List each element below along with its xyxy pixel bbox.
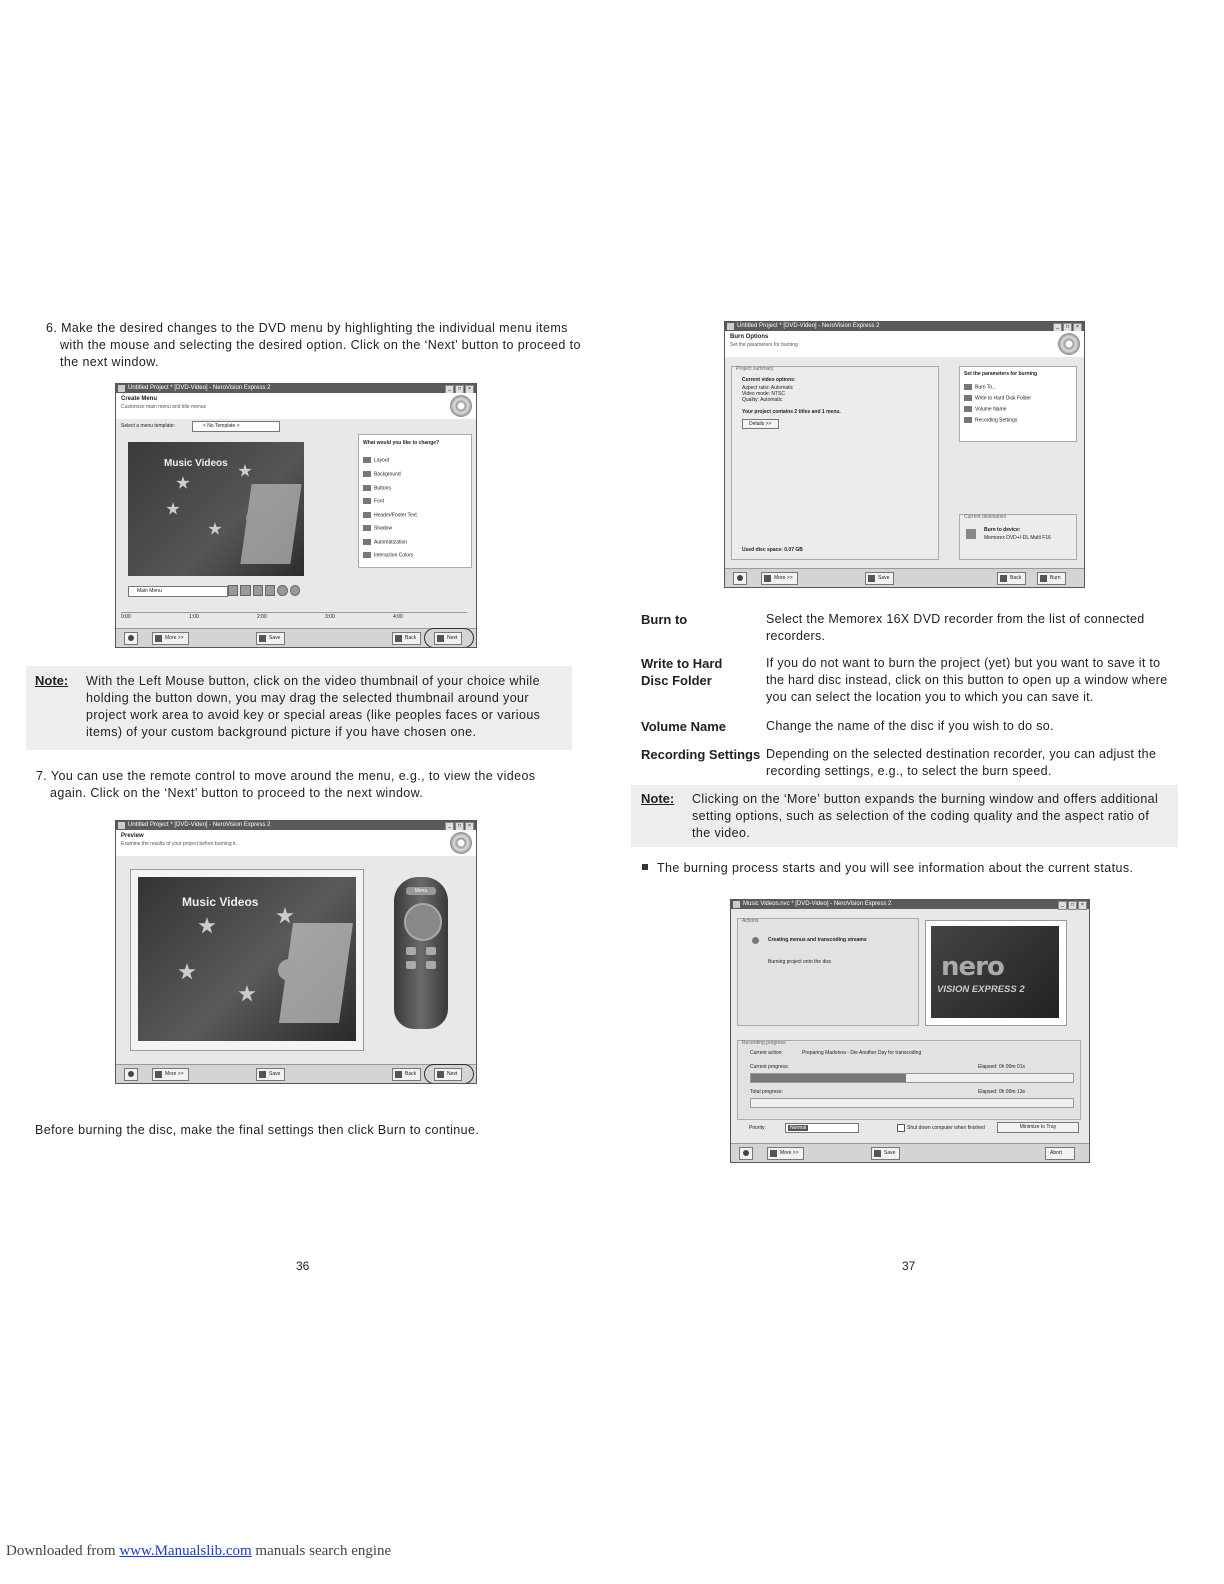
nero-logo-panel <box>925 920 1067 1026</box>
progress-label: Recording progress <box>742 1040 786 1046</box>
next-button[interactable]: Next <box>434 1068 462 1081</box>
priority-select[interactable]: Normal <box>785 1123 859 1133</box>
disc-space: Used disc space: 0.07 GB <box>742 547 803 553</box>
footer-suffix: manuals search engine <box>255 1543 392 1559</box>
help-button[interactable] <box>124 1068 138 1081</box>
burning-status-text: The burning process starts and you will see information about the current status. <box>657 861 1134 875</box>
action-2: Burning project onto the disc <box>768 959 832 965</box>
burn-button[interactable]: Burn <box>1037 572 1066 585</box>
burn-parameters-panel <box>959 366 1077 442</box>
window-title: Untitled Project * [DVD-Video] - NeroVision Express 2 <box>128 385 271 391</box>
toolbar-icon[interactable] <box>265 585 275 596</box>
total-progress-bar <box>750 1098 1074 1108</box>
current-destination-panel <box>959 514 1077 560</box>
option-buttons[interactable]: Buttons <box>363 485 391 491</box>
star-shape <box>208 522 222 536</box>
progress-indicator-icon <box>752 937 759 944</box>
disc-icon <box>450 832 472 854</box>
star-shape <box>238 985 256 1003</box>
help-button[interactable] <box>733 572 747 585</box>
microphone-image <box>278 959 300 981</box>
minimize-to-tray-button[interactable]: Minimize to Tray <box>997 1122 1079 1133</box>
remote-button[interactable] <box>426 961 436 969</box>
actions-panel <box>737 918 919 1026</box>
project-contains: Your project contains 2 titles and 1 menu. <box>742 409 841 415</box>
nero-logo-text: nero <box>941 952 1004 982</box>
next-highlight-circle <box>424 1064 474 1084</box>
option-interaction-colors[interactable]: Interaction Colors <box>363 552 413 558</box>
remote-dpad[interactable] <box>404 903 442 941</box>
note-label: Note: <box>35 673 69 688</box>
details-button[interactable]: Details >> <box>742 419 779 429</box>
back-button[interactable]: Back <box>392 1068 421 1081</box>
screen-header: Create Menu <box>121 396 158 402</box>
preview-screenshot: Untitled Project * [DVD-Video] - NeroVision Express 2 _ □ × Preview Examine the results of your project before burning it. Music Videos Menu More >> Save Back Next <box>115 820 477 1084</box>
option-background[interactable]: Background <box>363 471 401 477</box>
shutdown-label: Shut down computer when finished <box>907 1125 985 1131</box>
help-button[interactable] <box>739 1147 753 1160</box>
note-label: Note: <box>641 791 675 806</box>
template-select[interactable]: < No Template > <box>192 421 280 432</box>
note-box-left <box>26 666 572 750</box>
star-shape <box>198 917 216 935</box>
toolbar-icon[interactable] <box>240 585 250 596</box>
burning-screenshot: Music Videos.nvc * [DVD-Video] - NeroVision Express 2 _ □ × Actions Creating menus and transcoding streams Burning project onto the disc nero VISION EXPRESS 2 Recording progress Current action: Preparing Madonna - Die Another Day for transcoding Current progress: Elapsed: 0h 00m 01s Total progress: Elapsed: 0h 00m 13s Priority: Normal Shut down computer when finished Minimize to Tray More >> Save Abort <box>730 899 1090 1163</box>
save-button[interactable]: Save <box>865 572 894 585</box>
elapsed-total: Elapsed: 0h 00m 13s <box>978 1089 1025 1095</box>
help-button[interactable] <box>124 632 138 645</box>
term-burn-to: Burn to <box>641 612 688 627</box>
elapsed-current: Elapsed: 0h 00m 01s <box>978 1064 1025 1070</box>
disc-icon <box>1058 333 1080 355</box>
options-lines: Aspect ratio: Automatic Video mode: NTSC Quality: Automatic <box>742 385 794 403</box>
option-header-footer[interactable]: Header/Footer Text <box>363 512 417 518</box>
create-menu-screenshot: Untitled Project * [DVD-Video] - NeroVision Express 2 _ □ × Create Menu Customize main menu and title menus Select a menu template: < No Template > Music Videos Main Menu What would you like to change? Layout Background Buttons Font Header/Footer Text Shadow Automatization Interaction Colors 0:00 1:00 2:00 3:00 4:00 More >> Save Back Next <box>115 383 477 648</box>
remote-menu-label: Menu <box>406 887 436 895</box>
star-shape <box>238 464 252 478</box>
screen-subheader: Customize main menu and title menus <box>121 404 207 410</box>
summary-label: Project summary <box>736 366 774 372</box>
term-write-to-hard-disc: Write to Hard Disc Folder <box>641 656 723 688</box>
actions-label: Actions <box>742 918 759 924</box>
current-action-label: Current action: <box>750 1050 783 1056</box>
change-options-panel <box>358 434 472 568</box>
option-font[interactable]: Font <box>363 498 384 504</box>
template-label: Select a menu template: <box>121 423 175 429</box>
microphone-image <box>246 510 262 526</box>
remote-button[interactable] <box>406 961 416 969</box>
current-progress-fill <box>751 1074 906 1082</box>
next-button[interactable]: Next <box>434 632 462 645</box>
step-7-text: 7. You can use the remote control to move around the menu, e.g., to view the videos again. Click on the ‘Next’ button to proceed to the next window. <box>36 769 536 800</box>
star-shape <box>166 502 180 516</box>
toolbar-icon[interactable] <box>290 585 300 596</box>
star-shape <box>178 963 196 981</box>
recording-progress-panel <box>737 1040 1081 1120</box>
menu-toolbar <box>228 585 300 596</box>
window-title: Untitled Project * [DVD-Video] - NeroVision Express 2 <box>128 822 271 828</box>
abort-button[interactable]: Abort <box>1045 1147 1075 1160</box>
panel-title: What would you like to change? <box>363 440 440 446</box>
current-progress-bar <box>750 1073 1074 1083</box>
project-summary-panel <box>731 366 939 560</box>
screen-header: Burn Options <box>730 334 769 340</box>
remote-button[interactable] <box>426 947 436 955</box>
term-volume-name: Volume Name <box>641 719 727 734</box>
disc-icon <box>450 395 472 417</box>
current-action-value: Preparing Madonna - Die Another Day for transcoding <box>802 1050 922 1056</box>
page-number-right: 37 <box>902 1259 916 1273</box>
footer-prefix: Downloaded from <box>6 1543 116 1559</box>
screen-subheader: Set the parameters for burning <box>730 342 798 348</box>
menu-preview[interactable] <box>128 442 304 576</box>
toolbar-icon[interactable] <box>277 585 287 596</box>
desc-volume-name: Change the name of the disc if you wish to do so. <box>766 719 1054 733</box>
screen-subheader: Examine the results of your project before burning it. <box>121 841 237 847</box>
term-recording-settings: Recording Settings <box>641 747 761 762</box>
param-burn-to[interactable]: Burn To... <box>964 384 996 390</box>
desc-recording-settings: Depending on the selected destination recorder, you can adjust the recording settings, e.g., to select the burn speed. <box>766 747 1157 778</box>
current-progress-label: Current progress: <box>750 1064 789 1070</box>
page-number-left: 36 <box>296 1259 310 1273</box>
param-volume-name[interactable]: Volume Name <box>964 406 1006 412</box>
burner-icon <box>966 529 976 539</box>
more-button[interactable]: More >> <box>767 1147 804 1160</box>
star-shape <box>176 476 190 490</box>
desc-write-to-hard-disc: If you do not want to burn the project (yet) but you want to save it to the hard disc instead, click on this button to open up a window where you can select the location you to which you can save it. <box>766 656 1168 704</box>
shutdown-checkbox[interactable] <box>897 1124 905 1132</box>
window-title: Untitled Project * [DVD-Video] - NeroVision Express 2 <box>737 323 880 329</box>
remote-control[interactable] <box>394 877 448 1029</box>
menu-select[interactable]: Main Menu <box>128 586 228 597</box>
action-1: Creating menus and transcoding streams <box>768 937 867 943</box>
preview-screen <box>138 877 356 1041</box>
param-recording-settings[interactable]: Recording Settings <box>964 417 1017 423</box>
note-box-right <box>631 785 1178 847</box>
save-button[interactable]: Save <box>256 1068 285 1081</box>
vision-express-text: VISION EXPRESS 2 <box>937 984 1025 995</box>
option-layout[interactable]: Layout <box>363 457 389 463</box>
more-button[interactable]: More >> <box>761 572 798 585</box>
timeline[interactable]: 0:00 1:00 2:00 3:00 4:00 <box>121 612 467 623</box>
toolbar-icon[interactable] <box>253 585 263 596</box>
back-button[interactable]: Back <box>997 572 1026 585</box>
toolbar-icon[interactable] <box>228 585 238 596</box>
total-progress-label: Total progress: <box>750 1089 783 1095</box>
save-button[interactable]: Save <box>256 632 285 645</box>
priority-label: Priority: <box>749 1125 766 1131</box>
save-button[interactable]: Save <box>871 1147 900 1160</box>
note-text: With the Left Mouse button, click on the video thumbnail of your choice while holding the button down, you may drag the selected thumbnail around your project work area to avoid key or special areas (like peoples faces or various items) of your custom background picture if you have chosen one. <box>86 674 541 739</box>
window-title: Music Videos.nvc * [DVD-Video] - NeroVision Express 2 <box>743 901 892 907</box>
param-write-to-folder[interactable]: Write to Hard Disk Folder <box>964 395 1031 401</box>
desc-burn-to: Select the Memorex 16X DVD recorder from the list of connected recorders. <box>766 612 1145 643</box>
dest-label: Current destination <box>964 514 1007 520</box>
option-automatization[interactable]: Automatization <box>363 539 407 545</box>
star-shape <box>276 907 294 925</box>
screen-header: Preview <box>121 833 144 839</box>
remote-button[interactable] <box>406 947 416 955</box>
dest-device: Memorex DVD+/-DL Multi F16 <box>984 535 1051 541</box>
params-title: Set the parameters for burning <box>964 371 1038 377</box>
current-options-heading: Current video options: <box>742 377 796 383</box>
bullet-square <box>642 864 648 870</box>
back-button[interactable]: Back <box>392 632 421 645</box>
manualslib-link[interactable]: www.Manualslib.com <box>119 1543 252 1559</box>
next-highlight-circle <box>424 628 474 648</box>
preview-title: Music Videos <box>182 895 259 909</box>
download-footer <box>6 1543 391 1560</box>
closing-text: Before burning the disc, make the final settings then click Burn to continue. <box>35 1123 480 1137</box>
note-text: Clicking on the ‘More’ button expands the burning window and offers additional setting options, such as selection of the coding quality and the aspect ratio of the video. <box>692 792 1159 840</box>
more-button[interactable]: More >> <box>152 1068 189 1081</box>
step-6-text: 6. Make the desired changes to the DVD menu by highlighting the individual menu items with the mouse and selecting the desired option. Click on the ‘Next’ button to proceed to the next window. <box>46 321 581 369</box>
dest-title: Burn to device: <box>984 527 1021 533</box>
more-button[interactable]: More >> <box>152 632 189 645</box>
preview-title: Music Videos <box>164 458 228 469</box>
option-shadow[interactable]: Shadow <box>363 525 392 531</box>
burn-options-screenshot: Untitled Project * [DVD-Video] - NeroVision Express 2 _ □ × Burn Options Set the parameters for burning Project summary Current video options: Aspect ratio: Automatic Video mode: NTSC Quality: Automatic Your project contains 2 titles and 1 menu. Details >> Used disc space: 0.07 GB Set the parameters for burning Burn To... Write to Hard Disk Folder Volume Name Recording Settings Current destination Burn to device: Memorex DVD+/-DL Multi F16 More >> Save Back Burn <box>724 321 1085 588</box>
